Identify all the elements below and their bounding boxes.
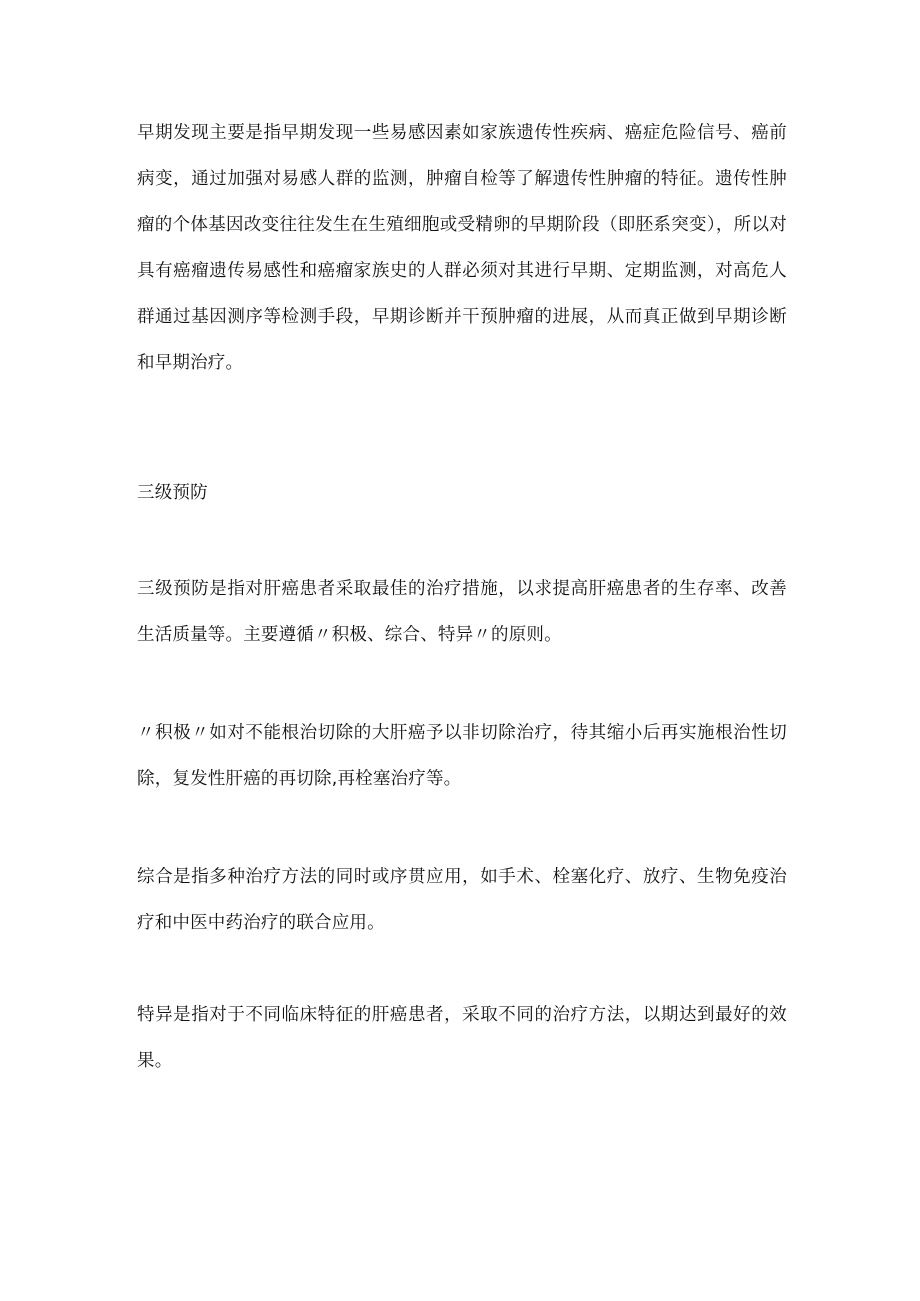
paragraph-early-detection: 早期发现主要是指早期发现一些易感因素如家族遗传性疾病、癌症危险信号、癌前病变，通过加强对易感人群的监测，肿瘤自检等了解遗传性肿瘤的特征。遗传性肿瘤的个体基因改变往往发生在生殖细胞或受精卵的早期阶段（即胚系突变），所以对具有癌瘤遗传易感性和癌瘤家族史的人群必须对其进行早期、定期监测，对高危人群通过基因测序等检测手段，早期诊断并干预肿瘤的进展，从而真正做到早期诊断和早期治疗。 — [137, 123, 787, 373]
paragraph-active: 〃积极〃如对不能根治切除的大肝癌予以非切除治疗，待其缩小后再实施根治性切除，复发性肝癌的再切除,再栓塞治疗等。 — [137, 723, 787, 789]
paragraph-comprehensive: 综合是指多种治疗方法的同时或序贯应用，如手术、栓塞化疗、放疗、生物免疫治疗和中医中药治疗的联合应用。 — [137, 867, 787, 933]
section-heading-tertiary-prevention: 三级预防 — [137, 483, 208, 503]
paragraph-specific: 特异是指对于不同临床特征的肝癌患者，采取不同的治疗方法，以期达到最好的效果。 — [137, 1005, 787, 1071]
paragraph-tertiary-definition: 三级预防是指对肝癌患者采取最佳的治疗措施，以求提高肝癌患者的生存率、改善生活质量等。主要遵循〃积极、综合、特异〃的原则。 — [137, 579, 787, 645]
